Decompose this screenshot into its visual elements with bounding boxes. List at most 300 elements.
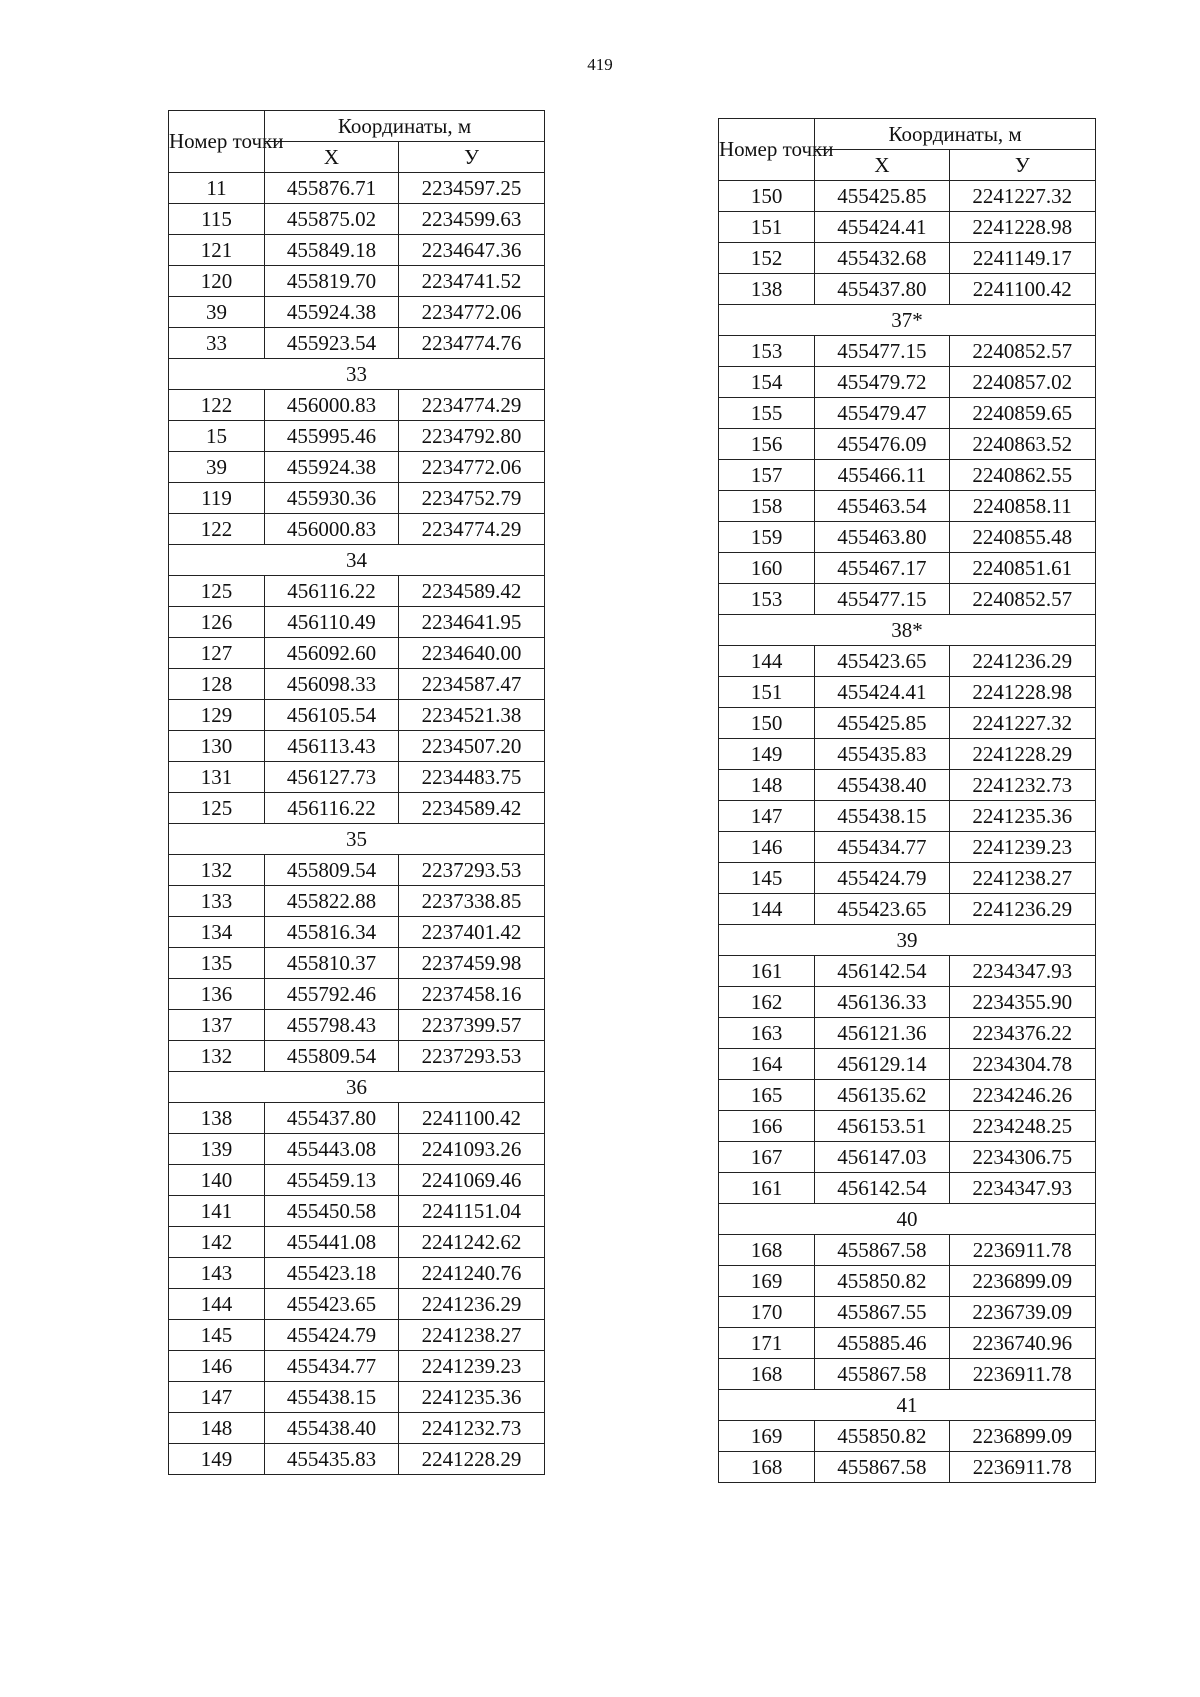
x-coordinate-cell: 455423.18	[265, 1258, 399, 1289]
y-coordinate-cell: 2240862.55	[949, 460, 1095, 491]
point-number-cell: 152	[719, 243, 815, 274]
point-number-cell: 128	[169, 669, 265, 700]
y-coordinate-cell: 2234774.29	[399, 390, 545, 421]
point-number-cell: 33	[169, 328, 265, 359]
section-row	[719, 615, 1096, 646]
x-coordinate-cell: 455441.08	[265, 1227, 399, 1258]
point-number-cell: 39	[169, 452, 265, 483]
y-coordinate-cell: 2240857.02	[949, 367, 1095, 398]
x-coordinate-cell: 455479.72	[815, 367, 949, 398]
point-number-cell: 127	[169, 638, 265, 669]
table-row	[169, 1351, 545, 1382]
table-row	[719, 336, 1096, 367]
x-coordinate-cell: 455849.18	[265, 235, 399, 266]
table-row	[169, 1134, 545, 1165]
point-number-cell: 135	[169, 948, 265, 979]
section-label: 36	[169, 1072, 545, 1103]
point-number-cell: 166	[719, 1111, 815, 1142]
x-coordinate-cell: 455437.80	[815, 274, 949, 305]
section-row	[169, 545, 545, 576]
x-coordinate-cell: 455798.43	[265, 1010, 399, 1041]
y-coordinate-cell: 2241069.46	[399, 1165, 545, 1196]
y-coordinate-cell: 2234597.25	[399, 173, 545, 204]
page-number: 419	[587, 55, 613, 74]
y-coordinate-cell: 2234599.63	[399, 204, 545, 235]
table-row	[719, 1018, 1096, 1049]
table-row	[169, 421, 545, 452]
x-coordinate-cell: 455450.58	[265, 1196, 399, 1227]
y-coordinate-cell: 2234507.20	[399, 731, 545, 762]
table-row	[719, 1266, 1096, 1297]
point-number-cell: 150	[719, 181, 815, 212]
table-row	[719, 1452, 1096, 1483]
section-label: 33	[169, 359, 545, 390]
y-coordinate-cell: 2234483.75	[399, 762, 545, 793]
point-number-cell: 169	[719, 1266, 815, 1297]
y-coordinate-cell: 2237399.57	[399, 1010, 545, 1041]
section-label: 35	[169, 824, 545, 855]
table-row	[719, 460, 1096, 491]
x-coordinate-cell: 455435.83	[265, 1444, 399, 1475]
table-row	[719, 1421, 1096, 1452]
table-row	[169, 638, 545, 669]
y-coordinate-cell: 2241238.27	[399, 1320, 545, 1351]
x-coordinate-cell: 455930.36	[265, 483, 399, 514]
y-coordinate-cell: 2234589.42	[399, 576, 545, 607]
point-number-header: Номер точки	[719, 119, 815, 181]
x-coordinate-cell: 456153.51	[815, 1111, 949, 1142]
section-row	[169, 359, 545, 390]
point-number-header: Номер точки	[169, 111, 265, 173]
y-coordinate-cell: 2241242.62	[399, 1227, 545, 1258]
x-coordinate-cell: 455459.13	[265, 1165, 399, 1196]
point-number-cell: 132	[169, 1041, 265, 1072]
table-row	[719, 491, 1096, 522]
y-coordinate-cell: 2234355.90	[949, 987, 1095, 1018]
x-coordinate-cell: 455432.68	[815, 243, 949, 274]
point-number-cell: 145	[169, 1320, 265, 1351]
point-number-cell: 121	[169, 235, 265, 266]
y-coordinate-cell: 2241236.29	[399, 1289, 545, 1320]
y-coordinate-cell: 2240852.57	[949, 336, 1095, 367]
x-coordinate-cell: 455463.54	[815, 491, 949, 522]
point-number-cell: 168	[719, 1235, 815, 1266]
point-number-cell: 163	[719, 1018, 815, 1049]
table-row	[169, 1413, 545, 1444]
section-row	[719, 1204, 1096, 1235]
point-number-cell: 157	[719, 460, 815, 491]
table-row	[169, 452, 545, 483]
x-coordinate-cell: 455463.80	[815, 522, 949, 553]
table-row	[719, 894, 1096, 925]
point-number-cell: 151	[719, 212, 815, 243]
point-number-cell: 132	[169, 855, 265, 886]
x-coordinate-cell: 455809.54	[265, 1041, 399, 1072]
y-coordinate-cell: 2241228.98	[949, 677, 1095, 708]
table-row	[719, 1328, 1096, 1359]
x-coordinate-cell: 455875.02	[265, 204, 399, 235]
point-number-cell: 148	[169, 1413, 265, 1444]
point-number-cell: 146	[719, 832, 815, 863]
table-row	[169, 855, 545, 886]
y-coordinate-cell: 2241236.29	[949, 646, 1095, 677]
y-coordinate-cell: 2236740.96	[949, 1328, 1095, 1359]
y-coordinate-cell: 2237293.53	[399, 1041, 545, 1072]
y-coordinate-cell: 2234246.26	[949, 1080, 1095, 1111]
y-coordinate-cell: 2241240.76	[399, 1258, 545, 1289]
x-coordinate-cell: 455443.08	[265, 1134, 399, 1165]
point-number-cell: 125	[169, 793, 265, 824]
section-row	[719, 925, 1096, 956]
point-number-cell: 148	[719, 770, 815, 801]
y-coordinate-cell: 2240859.65	[949, 398, 1095, 429]
y-coordinate-cell: 2241239.23	[949, 832, 1095, 863]
x-coordinate-cell: 455885.46	[815, 1328, 949, 1359]
point-number-cell: 171	[719, 1328, 815, 1359]
y-coordinate-cell: 2236911.78	[949, 1235, 1095, 1266]
x-coordinate-cell: 455435.83	[815, 739, 949, 770]
x-coordinate-cell: 455424.79	[815, 863, 949, 894]
table-row	[169, 886, 545, 917]
coordinates-table-right	[718, 118, 1096, 1483]
point-number-cell: 138	[719, 274, 815, 305]
x-coordinate-cell: 455438.15	[265, 1382, 399, 1413]
x-coordinate-cell: 455467.17	[815, 553, 949, 584]
y-coordinate-cell: 2236899.09	[949, 1421, 1095, 1452]
y-coordinate-cell: 2241238.27	[949, 863, 1095, 894]
section-label: 39	[719, 925, 1096, 956]
x-coordinate-cell: 455850.82	[815, 1421, 949, 1452]
point-number-cell: 158	[719, 491, 815, 522]
y-coordinate-cell: 2234774.76	[399, 328, 545, 359]
x-coordinate-cell: 455867.58	[815, 1235, 949, 1266]
table-body	[169, 173, 545, 1475]
y-coordinate-cell: 2241228.98	[949, 212, 1095, 243]
table-row	[169, 1444, 545, 1475]
x-coordinate-cell: 455867.58	[815, 1452, 949, 1483]
y-coordinate-cell: 2241100.42	[949, 274, 1095, 305]
y-coordinate-cell: 2234587.47	[399, 669, 545, 700]
y-coordinate-cell: 2234306.75	[949, 1142, 1095, 1173]
y-coordinate-cell: 2234347.93	[949, 1173, 1095, 1204]
table-row	[719, 553, 1096, 584]
x-coordinate-cell: 455816.34	[265, 917, 399, 948]
point-number-cell: 140	[169, 1165, 265, 1196]
table-row	[169, 607, 545, 638]
x-coordinate-cell: 455438.40	[265, 1413, 399, 1444]
table-row	[719, 522, 1096, 553]
x-coordinate-cell: 456142.54	[815, 956, 949, 987]
x-coordinate-cell: 455425.85	[815, 181, 949, 212]
point-number-cell: 169	[719, 1421, 815, 1452]
x-coordinate-cell: 456129.14	[815, 1049, 949, 1080]
point-number-cell: 161	[719, 1173, 815, 1204]
x-coordinate-cell: 455867.58	[815, 1359, 949, 1390]
table-row	[719, 181, 1096, 212]
x-coordinate-cell: 455809.54	[265, 855, 399, 886]
x-coordinate-cell: 455867.55	[815, 1297, 949, 1328]
table-row	[169, 266, 545, 297]
table-row	[169, 1103, 545, 1134]
table-row	[169, 669, 545, 700]
y-coordinate-cell: 2236739.09	[949, 1297, 1095, 1328]
point-number-cell: 143	[169, 1258, 265, 1289]
point-number-cell: 130	[169, 731, 265, 762]
table-row	[169, 1165, 545, 1196]
table-row	[169, 1289, 545, 1320]
point-number-cell: 149	[169, 1444, 265, 1475]
table-row	[719, 243, 1096, 274]
y-header: У	[399, 142, 545, 173]
table-row	[719, 398, 1096, 429]
point-number-cell: 161	[719, 956, 815, 987]
section-label: 34	[169, 545, 545, 576]
table-row	[169, 1258, 545, 1289]
y-coordinate-cell: 2236911.78	[949, 1452, 1095, 1483]
x-coordinate-cell: 455479.47	[815, 398, 949, 429]
table-row	[719, 1173, 1096, 1204]
point-number-cell: 147	[169, 1382, 265, 1413]
point-number-cell: 151	[719, 677, 815, 708]
point-number-cell: 136	[169, 979, 265, 1010]
x-coordinate-cell: 455477.15	[815, 584, 949, 615]
table-row	[719, 1359, 1096, 1390]
point-number-cell: 154	[719, 367, 815, 398]
table-row	[169, 793, 545, 824]
x-header: Х	[815, 150, 949, 181]
y-header: У	[949, 150, 1095, 181]
x-coordinate-cell: 455437.80	[265, 1103, 399, 1134]
table-row	[169, 1196, 545, 1227]
table-row	[719, 1142, 1096, 1173]
y-coordinate-cell: 2241151.04	[399, 1196, 545, 1227]
table-row	[719, 212, 1096, 243]
x-coordinate-cell: 455819.70	[265, 266, 399, 297]
x-coordinate-cell: 456135.62	[815, 1080, 949, 1111]
y-coordinate-cell: 2240863.52	[949, 429, 1095, 460]
x-coordinate-cell: 455424.41	[815, 677, 949, 708]
x-coordinate-cell: 455822.88	[265, 886, 399, 917]
x-coordinate-cell: 455876.71	[265, 173, 399, 204]
y-coordinate-cell: 2240858.11	[949, 491, 1095, 522]
point-number-cell: 144	[719, 646, 815, 677]
y-coordinate-cell: 2234347.93	[949, 956, 1095, 987]
point-number-cell: 147	[719, 801, 815, 832]
point-number-cell: 146	[169, 1351, 265, 1382]
point-number-cell: 164	[719, 1049, 815, 1080]
table-row	[169, 700, 545, 731]
table-row	[719, 274, 1096, 305]
x-coordinate-cell: 455466.11	[815, 460, 949, 491]
x-coordinate-cell: 455438.40	[815, 770, 949, 801]
section-row	[169, 824, 545, 855]
y-coordinate-cell: 2237458.16	[399, 979, 545, 1010]
section-row	[719, 1390, 1096, 1421]
table-row	[169, 390, 545, 421]
x-coordinate-cell: 456116.22	[265, 793, 399, 824]
point-number-cell: 122	[169, 390, 265, 421]
point-number-cell: 126	[169, 607, 265, 638]
x-coordinate-cell: 455923.54	[265, 328, 399, 359]
y-coordinate-cell: 2237459.98	[399, 948, 545, 979]
point-number-cell: 165	[719, 1080, 815, 1111]
point-number-cell: 138	[169, 1103, 265, 1134]
x-coordinate-cell: 455424.41	[815, 212, 949, 243]
y-coordinate-cell: 2234248.25	[949, 1111, 1095, 1142]
point-number-cell: 153	[719, 336, 815, 367]
table-row	[719, 708, 1096, 739]
y-coordinate-cell: 2241227.32	[949, 708, 1095, 739]
y-coordinate-cell: 2234752.79	[399, 483, 545, 514]
point-number-cell: 15	[169, 421, 265, 452]
x-coordinate-cell: 455477.15	[815, 336, 949, 367]
table-row	[169, 917, 545, 948]
y-coordinate-cell: 2234792.80	[399, 421, 545, 452]
point-number-cell: 139	[169, 1134, 265, 1165]
y-coordinate-cell: 2237338.85	[399, 886, 545, 917]
table-row	[719, 770, 1096, 801]
point-number-cell: 167	[719, 1142, 815, 1173]
table-row	[169, 1227, 545, 1258]
point-number-cell: 149	[719, 739, 815, 770]
y-coordinate-cell: 2240851.61	[949, 553, 1095, 584]
x-coordinate-cell: 456000.83	[265, 390, 399, 421]
table-row	[169, 576, 545, 607]
table-row	[719, 1080, 1096, 1111]
table-row	[169, 1382, 545, 1413]
point-number-cell: 142	[169, 1227, 265, 1258]
point-number-cell: 120	[169, 266, 265, 297]
table-row	[719, 646, 1096, 677]
table-row	[169, 1320, 545, 1351]
table-row	[719, 677, 1096, 708]
y-coordinate-cell: 2241100.42	[399, 1103, 545, 1134]
point-number-cell: 145	[719, 863, 815, 894]
y-coordinate-cell: 2240852.57	[949, 584, 1095, 615]
table-row	[719, 584, 1096, 615]
coordinates-header: Координаты, м	[265, 111, 545, 142]
y-coordinate-cell: 2236911.78	[949, 1359, 1095, 1390]
table-row	[169, 483, 545, 514]
x-coordinate-cell: 455425.85	[815, 708, 949, 739]
point-number-cell: 150	[719, 708, 815, 739]
table-row	[719, 801, 1096, 832]
section-label: 37*	[719, 305, 1096, 336]
y-coordinate-cell: 2234647.36	[399, 235, 545, 266]
section-label: 38*	[719, 615, 1096, 646]
x-header: Х	[265, 142, 399, 173]
x-coordinate-cell: 456147.03	[815, 1142, 949, 1173]
x-coordinate-cell: 455476.09	[815, 429, 949, 460]
point-number-cell: 137	[169, 1010, 265, 1041]
point-number-cell: 156	[719, 429, 815, 460]
table-row	[169, 979, 545, 1010]
y-coordinate-cell: 2237293.53	[399, 855, 545, 886]
point-number-cell: 129	[169, 700, 265, 731]
point-number-cell: 162	[719, 987, 815, 1018]
x-coordinate-cell: 456116.22	[265, 576, 399, 607]
y-coordinate-cell: 2241232.73	[949, 770, 1095, 801]
y-coordinate-cell: 2241239.23	[399, 1351, 545, 1382]
y-coordinate-cell: 2234521.38	[399, 700, 545, 731]
x-coordinate-cell: 455810.37	[265, 948, 399, 979]
table-row	[719, 863, 1096, 894]
y-coordinate-cell: 2234772.06	[399, 297, 545, 328]
y-coordinate-cell: 2234641.95	[399, 607, 545, 638]
point-number-cell: 119	[169, 483, 265, 514]
table-row	[169, 235, 545, 266]
point-number-cell: 141	[169, 1196, 265, 1227]
y-coordinate-cell: 2241149.17	[949, 243, 1095, 274]
x-coordinate-cell: 456105.54	[265, 700, 399, 731]
table-row	[719, 832, 1096, 863]
x-coordinate-cell: 455424.79	[265, 1320, 399, 1351]
y-coordinate-cell: 2237401.42	[399, 917, 545, 948]
x-coordinate-cell: 455995.46	[265, 421, 399, 452]
x-coordinate-cell: 455924.38	[265, 452, 399, 483]
table-row	[719, 739, 1096, 770]
x-coordinate-cell: 455423.65	[815, 894, 949, 925]
table-row	[169, 204, 545, 235]
x-coordinate-cell: 456136.33	[815, 987, 949, 1018]
y-coordinate-cell: 2234589.42	[399, 793, 545, 824]
x-coordinate-cell: 455850.82	[815, 1266, 949, 1297]
point-number-cell: 153	[719, 584, 815, 615]
y-coordinate-cell: 2241235.36	[949, 801, 1095, 832]
point-number-cell: 170	[719, 1297, 815, 1328]
table-row	[169, 1010, 545, 1041]
point-number-cell: 11	[169, 173, 265, 204]
x-coordinate-cell: 455423.65	[815, 646, 949, 677]
x-coordinate-cell: 456142.54	[815, 1173, 949, 1204]
x-coordinate-cell: 456000.83	[265, 514, 399, 545]
y-coordinate-cell: 2241228.29	[949, 739, 1095, 770]
coordinates-table-left	[168, 110, 545, 1475]
section-label: 40	[719, 1204, 1096, 1235]
x-coordinate-cell: 456092.60	[265, 638, 399, 669]
point-number-cell: 134	[169, 917, 265, 948]
point-number-cell: 168	[719, 1452, 815, 1483]
y-coordinate-cell: 2236899.09	[949, 1266, 1095, 1297]
y-coordinate-cell: 2241232.73	[399, 1413, 545, 1444]
point-number-cell: 155	[719, 398, 815, 429]
y-coordinate-cell: 2234741.52	[399, 266, 545, 297]
table-row	[719, 956, 1096, 987]
x-coordinate-cell: 455434.77	[815, 832, 949, 863]
y-coordinate-cell: 2241093.26	[399, 1134, 545, 1165]
table-row	[719, 1235, 1096, 1266]
y-coordinate-cell: 2234774.29	[399, 514, 545, 545]
table-body	[719, 181, 1096, 1483]
x-coordinate-cell: 455434.77	[265, 1351, 399, 1382]
table-row	[719, 367, 1096, 398]
table-row	[169, 297, 545, 328]
y-coordinate-cell: 2240855.48	[949, 522, 1095, 553]
y-coordinate-cell: 2234376.22	[949, 1018, 1095, 1049]
point-number-cell: 133	[169, 886, 265, 917]
table-row	[169, 514, 545, 545]
x-coordinate-cell: 455438.15	[815, 801, 949, 832]
table-row	[169, 173, 545, 204]
coordinates-header: Координаты, м	[815, 119, 1096, 150]
table-row	[169, 328, 545, 359]
y-coordinate-cell: 2234304.78	[949, 1049, 1095, 1080]
x-coordinate-cell: 456127.73	[265, 762, 399, 793]
point-number-cell: 39	[169, 297, 265, 328]
section-row	[169, 1072, 545, 1103]
table-row	[169, 1041, 545, 1072]
point-number-cell: 160	[719, 553, 815, 584]
